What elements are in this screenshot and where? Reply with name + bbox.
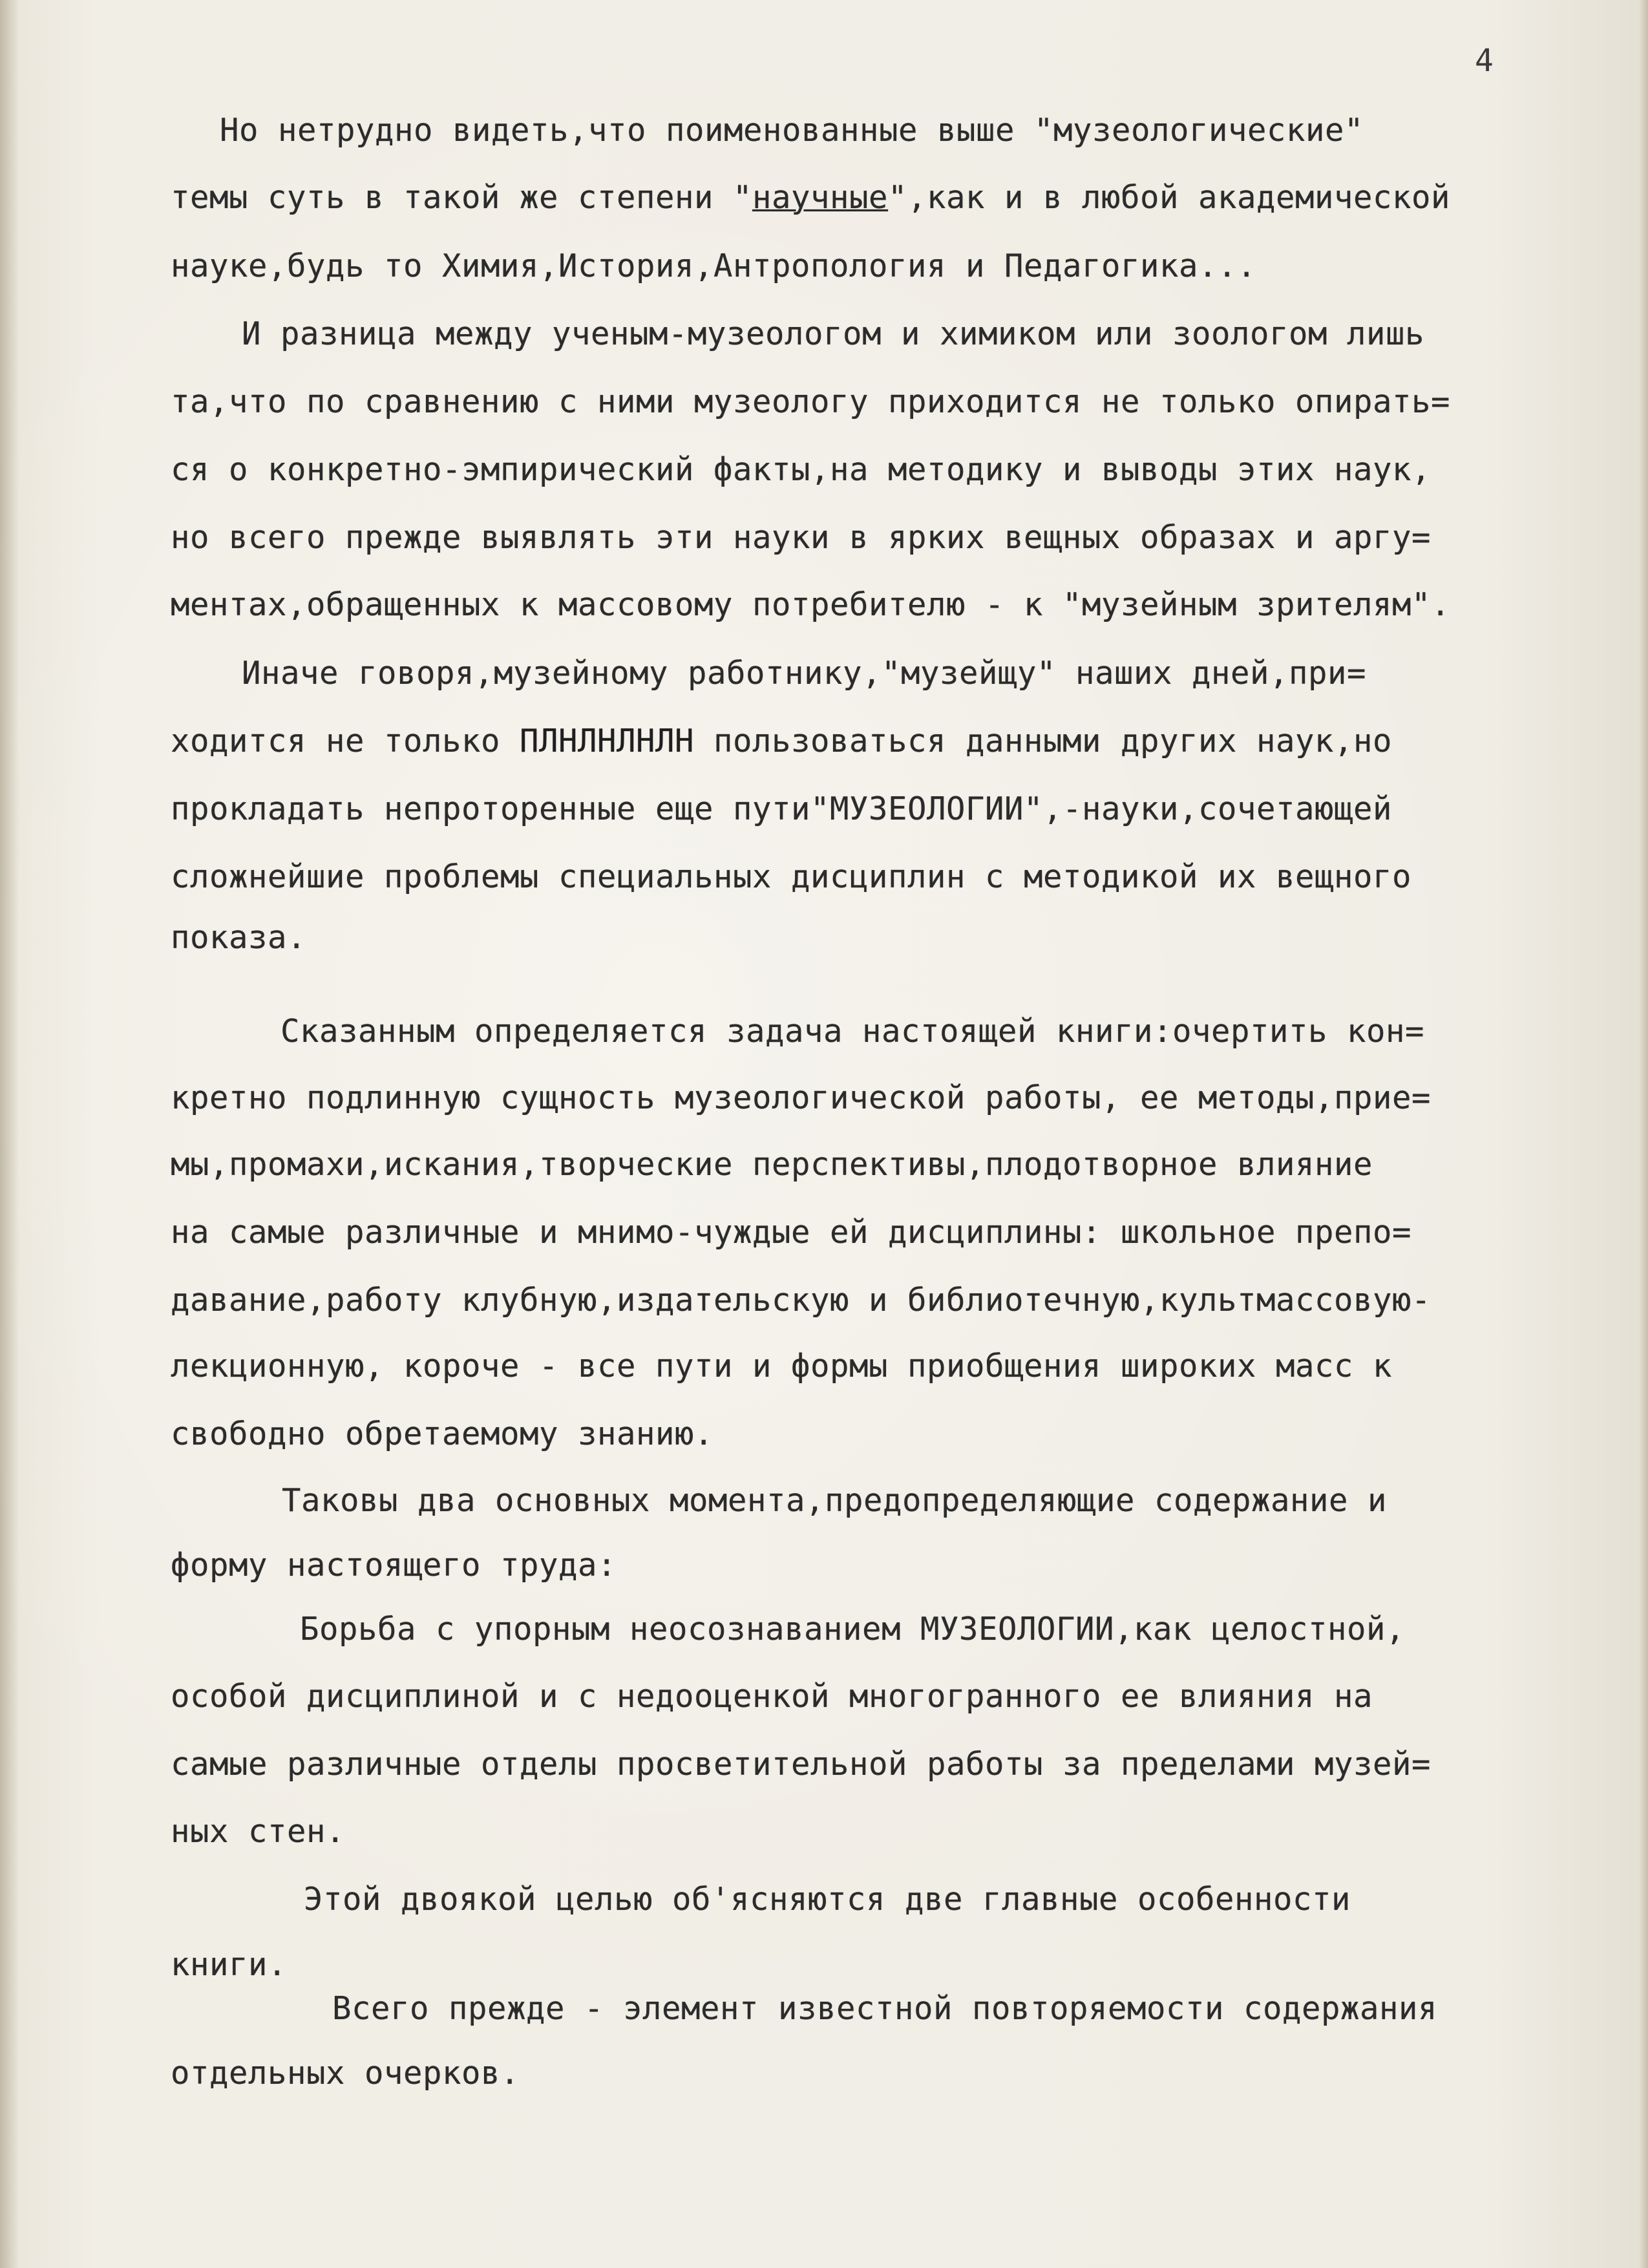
text-line: Сказанным определяется задача настоящей книги:очертить кон=: [280, 1013, 1425, 1050]
text-line: ментах,обращенных к массовому потребителю - к "музейным зрителям".: [171, 586, 1451, 623]
text-line: особой дисциплиной и с недооценкой многогранного ее влияния на: [171, 1678, 1373, 1715]
text-line: ных стен.: [171, 1813, 346, 1850]
page-left-edge: [0, 0, 19, 2268]
text-line: самые различные отделы просветительной работы за пределами музей=: [171, 1746, 1431, 1783]
text-line: мы,промахи,искания,творческие перспективы,плодотворное влияние: [171, 1146, 1373, 1183]
page-right-edge: [1639, 0, 1648, 2268]
text-line: И разница между ученым-музеологом и химиком или зоологом лишь: [242, 315, 1425, 352]
underlined-word: научные: [752, 179, 889, 216]
text-line: Этой двоякой целью об'ясняются две главные особенности: [304, 1881, 1351, 1918]
text-line: на самые различные и мнимо-чуждые ей дисциплины: школьное препо=: [171, 1214, 1412, 1251]
text-line: темы суть в такой же степени "научные",как и в любой академической: [171, 179, 1451, 216]
text-line: показа.: [171, 919, 307, 956]
text-line: Всего прежде - элемент известной повторяемости содержания: [332, 1990, 1438, 2027]
text-line: Борьба с упорным неосознаванием МУЗЕОЛОГИИ,как целостной,: [300, 1611, 1406, 1648]
text-line: ходится не только ПЛНЛНЛНЛН пользоваться данными других наук,но: [171, 723, 1393, 759]
text-line: кретно подлинную сущность музеологической работы, ее методы,прие=: [171, 1079, 1431, 1116]
text-line: но всего прежде выявлять эти науки в ярких вещных образах и аргу=: [171, 519, 1431, 556]
text-line: книги.: [171, 1946, 288, 1983]
page-number: 4: [1475, 43, 1494, 79]
text-line: давание,работу клубную,издательскую и библиотечную,культмассовую-: [171, 1282, 1431, 1319]
text-line: лекционную, короче - все пути и формы приобщения широких масс к: [171, 1348, 1393, 1384]
text-line: форму настоящего труда:: [171, 1547, 617, 1584]
text-line: науке,будь то Химия,История,Антропология и Педагогика...: [171, 248, 1257, 284]
text-line: Иначе говоря,музейному работнику,"музейщу" наших дней,при=: [242, 655, 1367, 692]
text-line: прокладать непроторенные еще пути"МУЗЕОЛОГИИ",-науки,сочетающей: [171, 790, 1393, 827]
text-line: свободно обретаемому знанию.: [171, 1415, 714, 1452]
text-line: ся о конкретно-эмпирический факты,на методику и выводы этих наук,: [171, 451, 1431, 488]
text-line: отдельных очерков.: [171, 2055, 520, 2092]
text-line: сложнейшие проблемы специальных дисциплин с методикой их вещного: [171, 858, 1412, 895]
struck-out-word: ПЛНЛНЛНЛН: [520, 723, 695, 759]
text-line: Но нетрудно видеть,что поименованные выше "музеологические": [220, 112, 1364, 149]
text-line: та,что по сравнению с ними музеологу приходится не только опирать=: [171, 383, 1451, 420]
text-line: Таковы два основных момента,предопределяющие содержание и: [282, 1482, 1388, 1519]
